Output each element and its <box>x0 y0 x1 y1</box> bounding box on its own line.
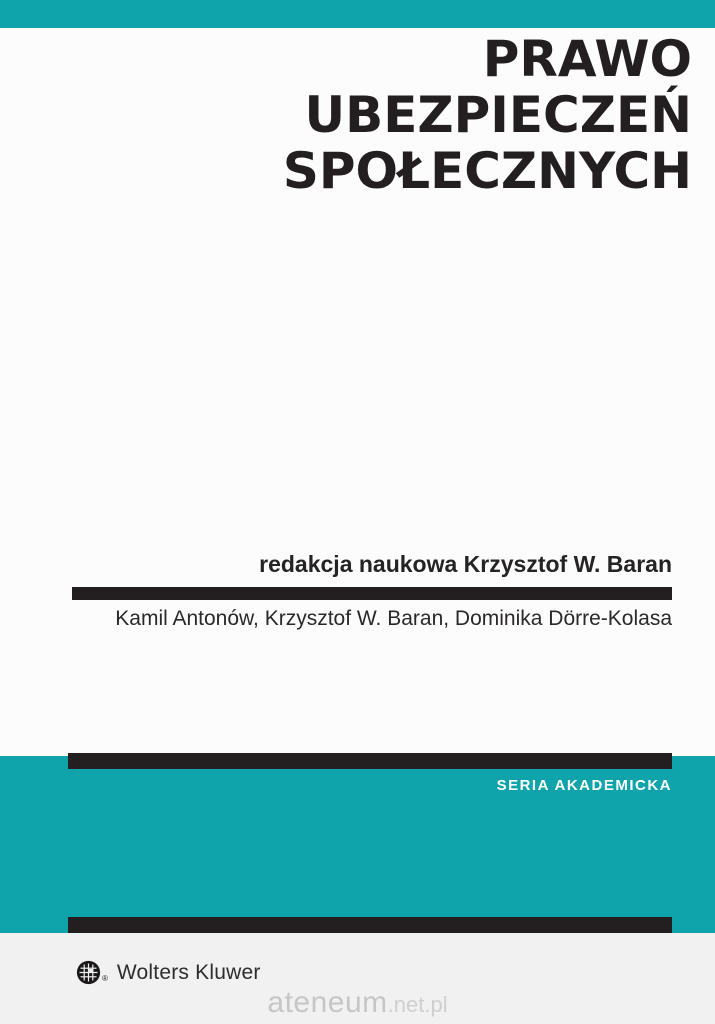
series-label: SERIA AKADEMICKA <box>496 777 672 794</box>
watermark <box>0 986 715 1020</box>
book-title <box>283 31 692 199</box>
top-teal-strip <box>0 0 715 28</box>
title-line-1: PRAWO <box>482 30 692 88</box>
band-top-bar <box>68 753 672 769</box>
band-bottom-bar <box>68 917 672 933</box>
publisher-footer <box>0 933 715 1024</box>
watermark-tld: .net.pl <box>387 992 448 1017</box>
title-line-2: UBEZPIECZEŃ <box>304 86 692 144</box>
watermark-domain: ateneum <box>267 986 388 1019</box>
authors-credit: Kamil Antonów, Krzysztof W. Baran, Dominika Dörre-Kolasa <box>115 607 672 630</box>
registered-trademark-symbol: ® <box>102 974 108 983</box>
title-line-3: SPOŁECZNYCH <box>282 142 692 200</box>
series-teal-band <box>0 756 715 933</box>
divider-bar <box>72 587 672 600</box>
publisher-name: Wolters Kluwer <box>116 960 261 984</box>
wolters-kluwer-icon <box>76 960 101 985</box>
publisher-logo <box>76 960 261 985</box>
editor-credit: redakcja naukowa Krzysztof W. Baran <box>259 551 672 577</box>
